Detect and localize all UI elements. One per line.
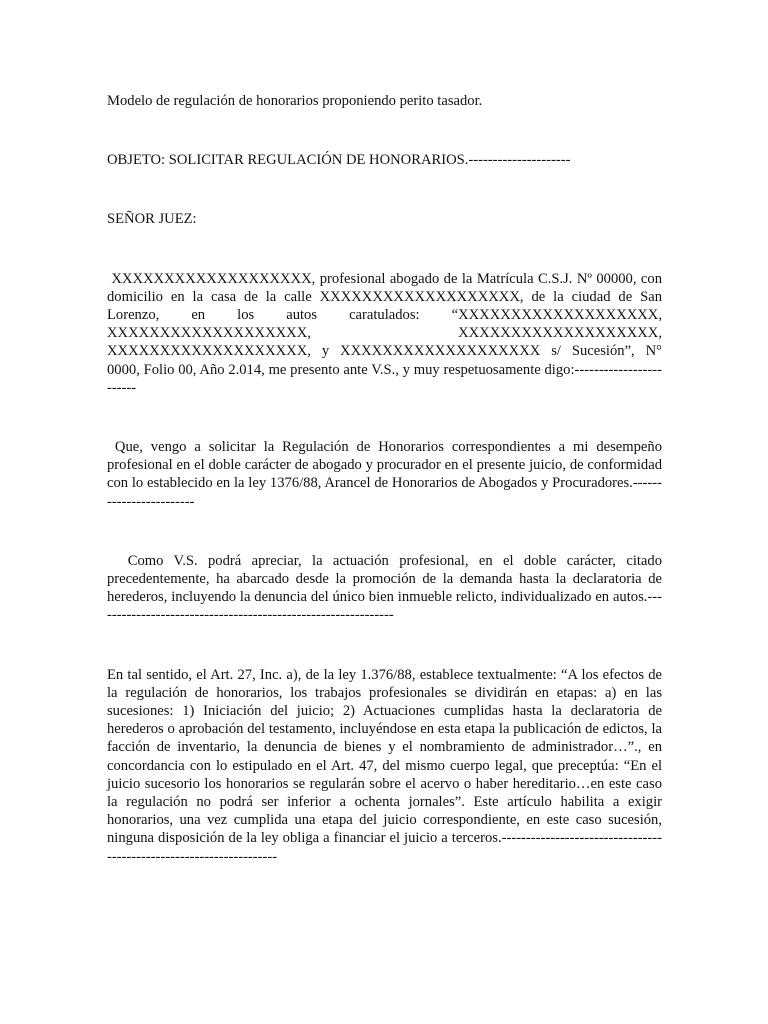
paragraph-actuacion: Como V.S. podrá apreciar, la actuación profesional, en el doble carácter, citado precedentemente, ha abarcado desde la promoción de la demanda hasta la declaratoria de herederos, incluyendo la denuncia del único bien inmueble relicto, individualizado en autos.--------------------------------------------------------------	[107, 552, 662, 624]
paragraph-request: Que, vengo a solicitar la Regulación de Honorarios correspondientes a mi desempeño profesional en el doble carácter de abogado y procurador en el presente juicio, de conformidad con lo establecido en la ley 1376/88, Arancel de Honorarios de Abogados y Procuradores.------------------------	[107, 439, 662, 510]
paragraph-presentation: XXXXXXXXXXXXXXXXXXX, profesional abogado de la Matrícula C.S.J. Nº 00000, con domicilio en la casa de la calle XXXXXXXXXXXXXXXXXXX, de la ciudad de San Lorenzo, en los autos caratulados: “XXXXXXXXXXXXXXXXXXX, XXXXXXXXXXXXXXXXXXX, XXXXXXXXXXXXXXXXXXX, XXXXXXXXXXXXXXXXXXX, y XXXXXXXXXXXXXXXXXXX s/ Sucesión”, N° 0000, Folio 00, Año 2.014, me presento ante V.S., y muy respetuosamente digo:------------------------	[107, 270, 662, 396]
paragraph-legal-basis: En tal sentido, el Art. 27, Inc. a), de la ley 1.376/88, establece textualmente: “A los efectos de la regulación de honorarios, los trabajos profesionales se dividirán en etapas: a) en las sucesiones: 1) Iniciación del juicio; 2) Actuaciones cumplidas hasta la declaratoria de herederos o aprobación del testamento, incluyéndose en esta etapa la publicación de edictos, la facción de inventario, la denuncia de bienes y el nombramiento de administrador…”., en concordancia con lo estipulado en el Art. 47, del mismo cuerpo legal, que preceptúa: “En el juicio sucesorio los honorarios se regularán sobre el acervo o haber hereditario…en este caso la regulación no podrá ser inferior a ochenta jornales”. Este artículo habilita a exigir honorarios, una vez cumplida una etapa del juicio correspondiente, en este caso sucesión, ninguna disposición de la ley obliga a financiar el juicio a terceros.--------------------------------------------------------------------	[107, 666, 662, 865]
document-page	[107, 92, 662, 866]
document-title: Modelo de regulación de honorarios proponiendo perito tasador.	[107, 93, 483, 109]
objeto-line: OBJETO: SOLICITAR REGULACIÓN DE HONORARIOS.---------------------	[107, 152, 571, 169]
salutation: SEÑOR JUEZ:	[107, 211, 197, 228]
